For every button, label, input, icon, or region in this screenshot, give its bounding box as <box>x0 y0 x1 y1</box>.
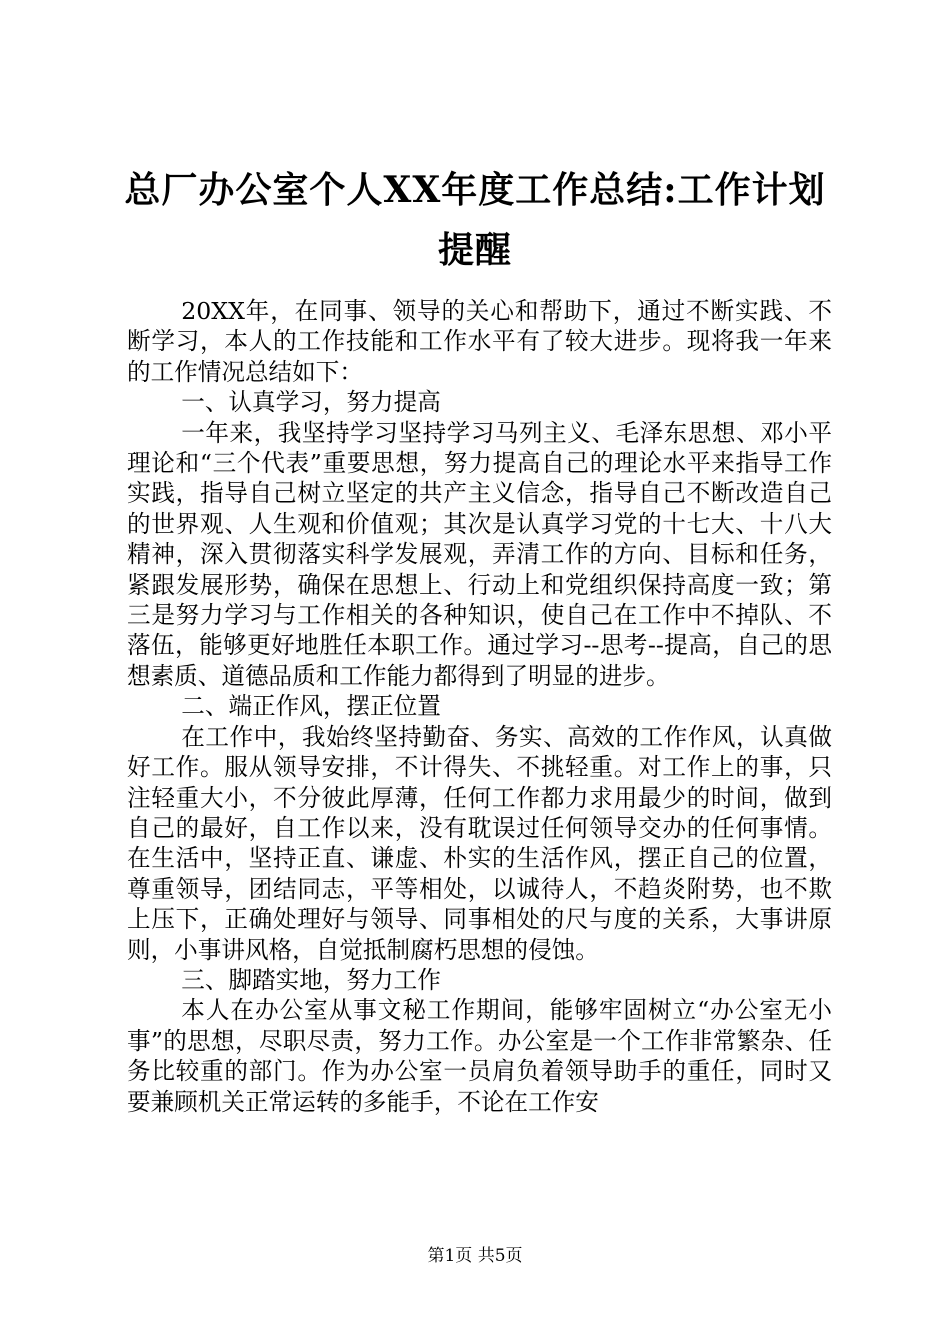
section-paragraph-1: 一年来，我坚持学习坚持学习马列主义、毛泽东思想、邓小平理论和“三个代表”重要思想，努力提高自己的理论水平来指导工作实践，指导自己树立坚定的共产主义信念，指导自己不断改造自己的世界观、人生观和价值观；其次是认真学习党的十七大、十八大精神，深入贯彻落实科学发展观，弄清工作的方向、目标和任务，紧跟发展形势，确保在思想上、行动上和党组织保持高度一致；第三是努力学习与工作相关的各种知识，使自己在工作中不掉队、不落伍，能够更好地胜任本职工作。通过学习--思考--提高，自己的思想素质、道德品质和工作能力都得到了明显的进步。 <box>127 418 832 690</box>
section-heading-2: 二、端正作风，摆正位置 <box>181 692 441 721</box>
page-number-footer: 第1页 共5页 <box>427 1246 523 1266</box>
document-body <box>127 296 832 1117</box>
section-paragraph-3: 本人在办公室从事文秘工作期间，能够牢固树立“办公室无小事”的思想，尽职尽责，努力工作。办公室是一个工作非常繁杂、任务比较重的部门。作为办公室一员肩负着领导助手的重任，同时又要兼顾机关正常运转的多能手，不论在工作安 <box>127 996 832 1116</box>
section-heading-1: 一、认真学习，努力提高 <box>181 388 441 417</box>
section-heading-3: 三、脚踏实地，努力工作 <box>181 965 441 994</box>
document-title: 总厂办公室个人XX年度工作总结:工作计划提醒 <box>124 169 826 271</box>
intro-paragraph: 20XX年，在同事、领导的关心和帮助下，通过不断实践、不断学习，本人的工作技能和工作水平有了较大进步。现将我一年来的工作情况总结如下： <box>127 297 832 386</box>
section-paragraph-2: 在工作中，我始终坚持勤奋、务实、高效的工作作风，认真做好工作。服从领导安排，不计得失、不挑轻重。对工作上的事，只注轻重大小，不分彼此厚薄，任何工作都力求用最少的时间，做到自己的最好，自工作以来，没有耽误过任何领导交办的任何事情。在生活中，坚持正直、谦虚、朴实的生活作风，摆正自己的位置，尊重领导，团结同志，平等相处，以诚待人，不趋炎附势，也不欺上压下，正确处理好与领导、同事相处的尺与度的关系，大事讲原则，小事讲风格，自觉抵制腐朽思想的侵蚀。 <box>127 722 832 964</box>
